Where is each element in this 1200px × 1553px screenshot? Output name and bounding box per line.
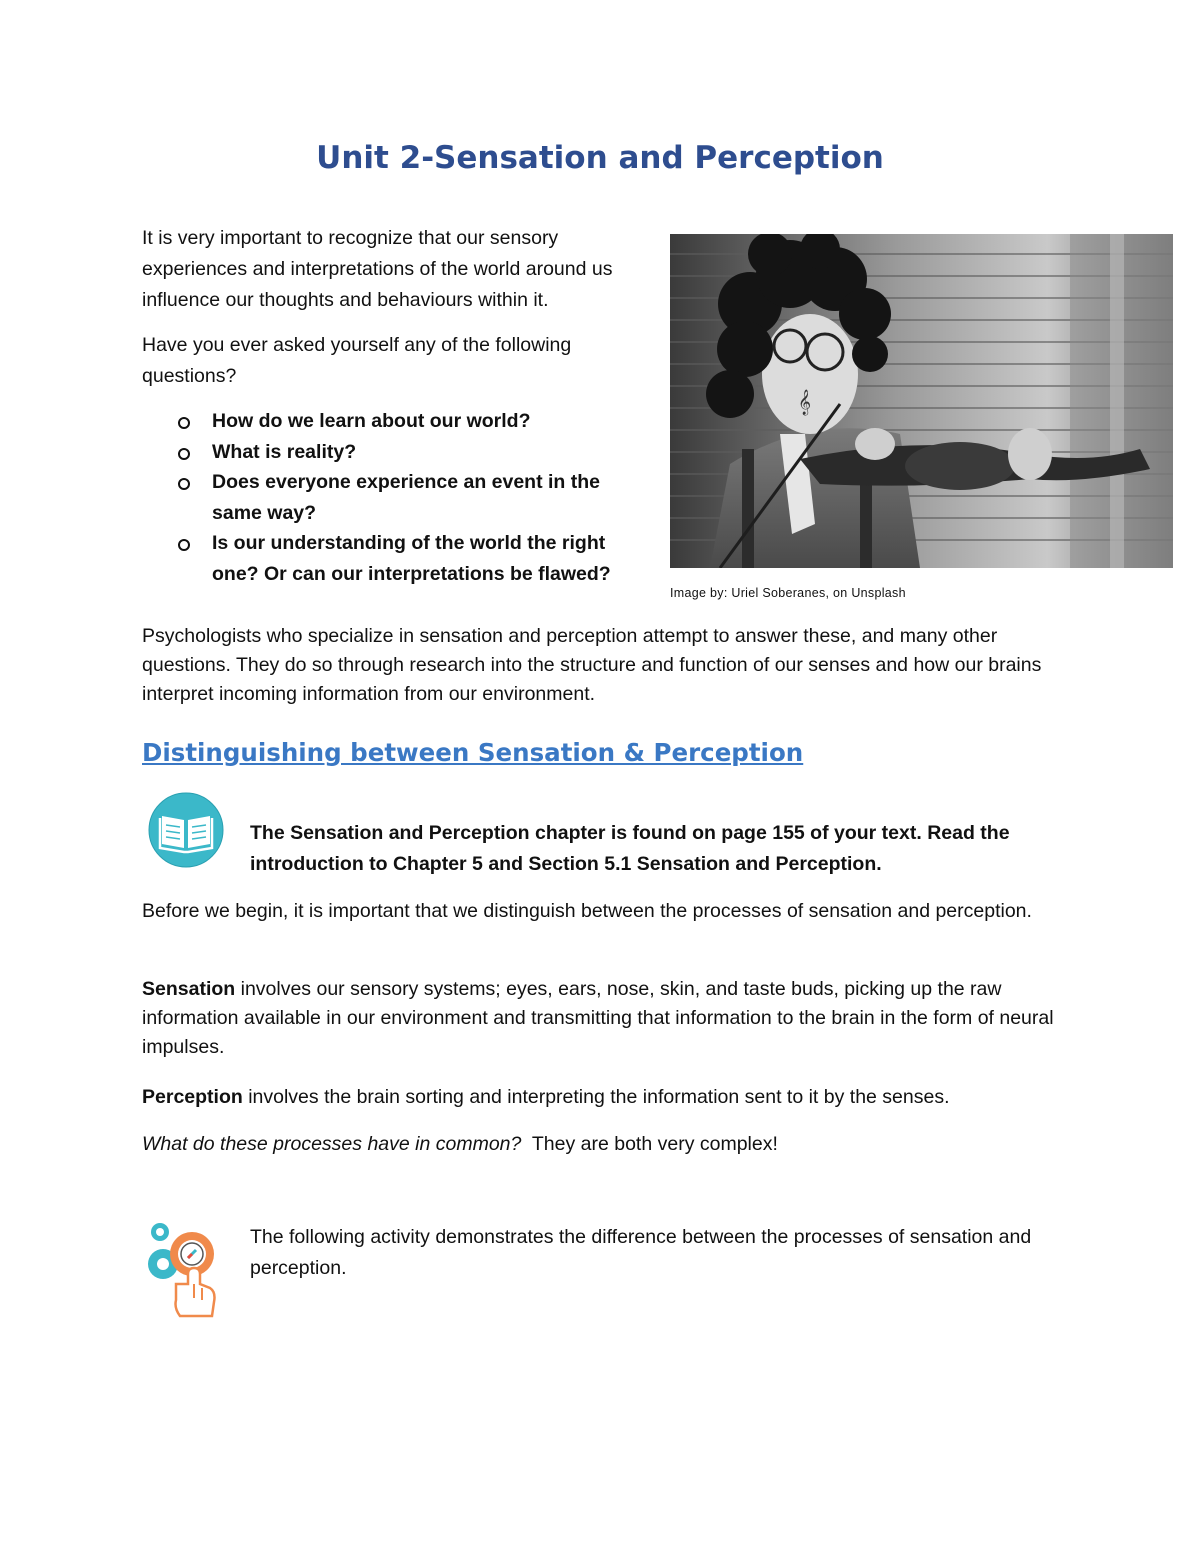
sensation-term: Sensation: [142, 978, 236, 1000]
perception-paragraph: [142, 1083, 1072, 1112]
image-caption: Image by: Uriel Soberanes, on Unsplash: [670, 586, 906, 600]
questions-list: [142, 406, 652, 589]
sensation-paragraph: [142, 975, 1072, 1062]
svg-text:𝄞: 𝄞: [798, 390, 812, 415]
list-item: Does everyone experience an event in the same way?: [142, 467, 652, 528]
book-icon: [148, 792, 224, 868]
bullet-circle-icon: [178, 448, 190, 460]
list-item: How do we learn about our world?: [142, 406, 652, 437]
reading-callout: The Sensation and Perception chapter is found on page 155 of your text. Read the introduction to Chapter 5 and Section 5.1 Sensation and Perception.: [250, 822, 1010, 875]
perception-term: Perception: [142, 1086, 243, 1108]
bullet-circle-icon: [178, 417, 190, 429]
page-title: Unit 2-Sensation and Perception: [316, 140, 884, 176]
list-item: Is our understanding of the world the right one? Or can our interpretations be flawed?: [142, 528, 652, 589]
list-item: What is reality?: [142, 437, 652, 468]
gear-activity-icon: [146, 1218, 220, 1322]
questions-lead: Have you ever asked yourself any of the following questions?: [142, 334, 572, 387]
violinist-photo: [670, 234, 1173, 568]
before-paragraph: Before we begin, it is important that we distinguish between the processes of sensation and perception.: [142, 900, 1032, 922]
common-question: What do these processes have in common?: [142, 1133, 522, 1155]
bullet-circle-icon: [178, 478, 190, 490]
perception-definition: involves the brain sorting and interpreting the information sent to it by the senses.: [242, 1086, 950, 1108]
bullet-circle-icon: [178, 539, 190, 551]
intro-section: [142, 223, 652, 589]
intro-paragraph: It is very important to recognize that our sensory experiences and interpretations of the world around us influence our thoughts and behaviours within it.: [142, 227, 613, 311]
sensation-definition: involves our sensory systems; eyes, ears, nose, skin, and taste buds, picking up the raw information available in our environment and transmitting that information to the brain in the form of neural impulses.: [142, 978, 1054, 1058]
common-paragraph: [142, 1130, 1072, 1159]
activity-callout: The following activity demonstrates the difference between the processes of sensation and perception.: [250, 1226, 1032, 1279]
common-answer: They are both very complex!: [521, 1133, 778, 1155]
psychologists-paragraph: Psychologists who specialize in sensation and perception attempt to answer these, and many other questions. They do so through research into the structure and function of our senses and how our brains interpret incoming information from our environment.: [142, 625, 1042, 705]
section-heading: Distinguishing between Sensation & Perception: [142, 738, 804, 767]
